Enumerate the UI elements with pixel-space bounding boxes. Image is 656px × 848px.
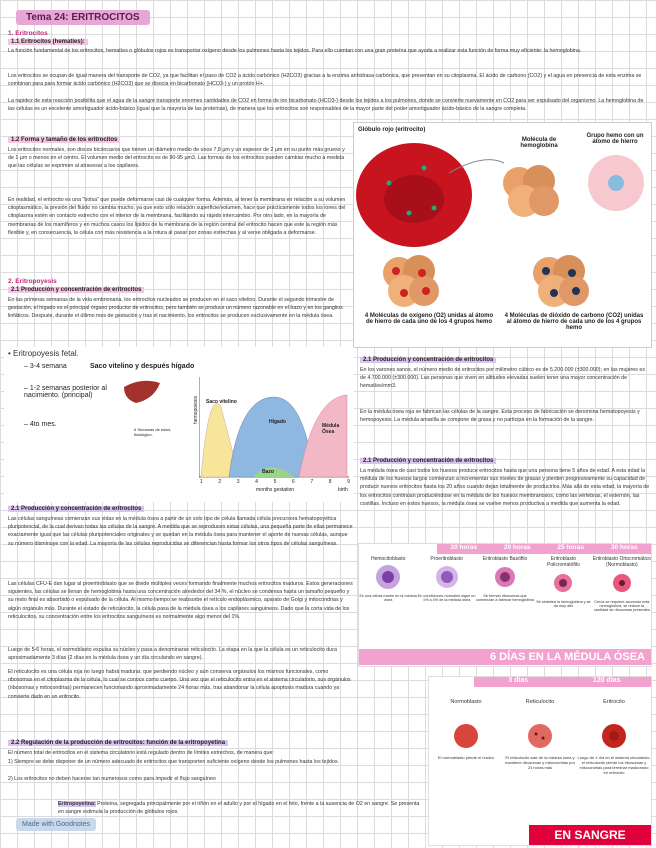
fetal-erythropoiesis-figure (4, 347, 354, 502)
label-o2: 4 Moléculas de oxígeno (O2) unidas al átomo de hierro de cada uno de los 4 grupos hemo (364, 313, 494, 325)
ortocromatico-cell-icon (607, 568, 637, 598)
paragraph-eritropoyesis: En las primeras semanas de la vida embrionaria, los eritrocitos nucleados se producen en el saco vitelino. Durante el segundo trimestre de gestación, el hígado es el principal órgano productor de eritrocitos, pero también se produce un número razonable en el bazo y en los ganglios linfáticos. Después, durante el último mes de gestación y tras el nacimiento, los eritrocitos se producen exclusivamente en la médula ósea. (8, 297, 343, 320)
fetal-line-1: – 3-4 semana (24, 363, 67, 370)
paragraph-concentracion: En los varones sanos, el número medio de eritrocitos por milímetro cúbico es de 5.200.000 (±300.000); en las mujeres es de 4.700.000 (±300.000). Las personas que viven en altitudes elevadas suelen tener una mayor concentración de hematíes/mm3. (360, 367, 645, 390)
normoblasto-cell-icon (449, 719, 483, 753)
reticulocito-cell-icon (523, 719, 557, 753)
fetal-line-3-text: 4to mes. (29, 421, 57, 428)
epo-text: Proteína, segregada principalmente por el riñón en el adulto y por el hígado en el feto, frente a la ausencia de O2 en sangre. Se presenta en sangre estimula la producción de glóbulos rojos. (58, 801, 420, 816)
policromatofilo-cell-icon (548, 568, 578, 598)
blood-banner: EN SANGRE (529, 825, 651, 845)
subheading-4: 2.2 Regulación de la producción de eritrocitos: función de la eritropoyetina (8, 740, 228, 746)
stage-note: Es una célula madre en la médula ósea (359, 594, 417, 602)
stage-note: El reticulocito sale de la médula ósea y mantiene ribosomas y mitocondrias por 24 horas más (505, 755, 575, 770)
fetal-bullet: • Eritropoyesis fetal. (8, 349, 79, 358)
paragraph-regulacion-2: 2) Los eritrocitos no deben hacerse tan numerosos como para impedir el flujo sanguíneo (8, 776, 216, 782)
paragraph-eritropoyetina (58, 800, 423, 816)
stage-title: Eritroblasto Policromatófilo (547, 556, 580, 568)
x-tick: 5 (273, 479, 277, 485)
label-higado: Hígado (269, 419, 286, 425)
paragraph-regulacion-1: 1) Siempre se debe disponer de un número adecuado de eritrocitos que transporten suficiente oxígeno desde los pulmones hasta los tejidos. (8, 759, 339, 765)
paragraph-cfu: Las células CFU-E dan lugar al proeritroblasto que se divide múltiples veces formando finalmente muchos eritrocitos maduros. Estos generaciones siguientes, las células se llenan de hemoglobina hasta una concentración alrededor del 34 %, el núcleo se condensa hasta un tamaño pequeño y su resto final es absorbido o expulsado de la célula. Al mismo tiempo se reabsorbe el retículo endoplásmico, aparato de Golgi y mitocondrias y algún orgánulo más. Durante el estado de reticulocito, la célula pasa de la médula ósea a los capilares sanguíneos. Dado que la corta vida de los reticulocitos, su concentración entre los eritrocitos sanguíneos es normalmente algo menor del 1%. (8, 581, 353, 620)
label-saco: Saco vitelino (206, 399, 237, 405)
hours-label: 20 horas (450, 544, 478, 551)
paragraph-celulas: Las células sanguíneas comienzan sus vidas en la médula ósea a partir de un solo tipo de célula llamada célula precursora hematopoyética pluripotencial, de la cual derivan todas las células de la sangre. A medida que se reproducen estas células, una pequeña parte de ellas permanece exactamente igual que las células pluripotenciales originales y se quedan en la médula ósea para mantener el aporte de nuevas células, aunque su número disminuye con la edad. La mayoría de las células reproducidas se diferencian hasta formar los otros tipos de células sanguíneas. (8, 516, 353, 547)
cell-stage-row (359, 556, 651, 612)
x-tick: 6 (291, 479, 295, 485)
label-medula: Médula Ósea (322, 423, 340, 435)
x-tick: 2 (218, 479, 222, 485)
hours-label: 20 horas (503, 544, 531, 551)
hours-label: 30 horas (610, 544, 638, 551)
stage-hemocitoblasto (359, 556, 417, 612)
paragraph-normoblasto: Luego de 5-6 horas, el normoblasto expulsa su núcleo y pasa a denominarse reticulocito. La etapa en la que la célula es un reticulocito dura aproximadamente 3 días (2 días en la médula ósea y un día circulando en sangre). (8, 647, 337, 662)
subheading-right-1: 2.1 Producción y concentración de eritrocitos (360, 357, 496, 363)
section-heading-2: 2. Eritropoyesis (8, 278, 57, 285)
stage-proeritroblasto (417, 556, 475, 612)
subheading-right-2: 2.1 Producción y concentración de eritrocitos (360, 458, 496, 464)
x-axis-term: birth (338, 487, 348, 493)
hours-label: 25 horas (557, 544, 585, 551)
x-tick: 4 (255, 479, 258, 485)
x-axis-ticks (200, 479, 350, 485)
stage-title: Normoblasto (450, 699, 482, 705)
stage-title: Hemocitoblasto (370, 556, 406, 562)
label-co2: 4 Moléculas de dióxido de carbono (CO2) unidas al átomo de hierro de cada uno de los 4 grupos hemo (504, 313, 644, 331)
blood-stage-panel (428, 676, 652, 846)
stage-policromatofilo (534, 556, 592, 612)
stage-note: Se sintetiza la hemoglobina y se da muy alto (536, 600, 591, 608)
stage-note: Se forman ribosomas que comienzan a fabricar hemoglobina (475, 594, 535, 602)
erythropoiesis-timeline (358, 543, 652, 667)
stage-ortocromatico (593, 556, 651, 612)
paragraph-reticulocito: El reticulocito es una célula roja no luego habrá madurar, que perdiendo núcleo y aún conserva orgánulos los mismos funcionales, como ribosomas en el citoplasma de la célula, lo cual se conoce como cuerpo. Una vez que el reticulocito entra en el sistema circulatorio, sus orgánulos (ribosomas y mitocondrias) permanecen funcionando aproximadamente 24 horas más, tras abandonar la célula apoptosis madura cuando ya convierte dado en un eritrocito. (8, 669, 351, 700)
fetal-line-3: – 4to mes. (24, 421, 57, 428)
stage-title: Eritrocito (603, 699, 625, 705)
x-tick: 8 (328, 479, 332, 485)
fetal-line-1-text: 3-4 semana (29, 363, 67, 370)
hemoglobin-diagram (353, 122, 652, 348)
label-rbc: Glóbulo rojo (eritrocito) (358, 127, 426, 133)
hours-band (437, 544, 651, 554)
fetal-heading: Saco vitelino y después hígado (90, 363, 195, 370)
fetal-line-2: – 1-2 semanas posterior al nacimiento. (principal) (24, 385, 107, 399)
paragraph-forma-2: En realidad, el eritrocito es una "bolsa" que puede deformarse casi de cualquier forma. Además, al tener la membrana en relación a su volumen citoplasmático, la presión del fluido no cambia mucho, ya que esto sólo relación superficie/volumen, hace que prácticamente todos los iones del citoplasma estén en contacto estrecho con el interior de la membrana, facilitando su rápido intercambio. Por otro lado, en la mayoría de membranas de los mamíferos y en muchos casos los lípidos de la membrana de la región central del eritrocito hacen que este la región más flexible y, en consecuencia, la célula con más resistencia a la rotura al pasar por zonas estrechas y al verse obligada a deformarse. (8, 197, 346, 236)
stage-note: Cerca se requiere acumular más hemoglobina, se reduce la cantidad de ribosomas presentes (593, 600, 650, 612)
days-label: 3 días (508, 677, 529, 684)
eritrocito-cell-icon (597, 719, 631, 753)
x-tick: 3 (236, 479, 240, 485)
stage-note: Luego de 1 día en el sistema circulatorio, el reticulocito pierde los ribosomas y mitocondrias para terminar madurando en eritrocito (577, 755, 651, 775)
paragraph-medula-edad: La médula ósea de casi todos los huesos produce eritrocitos hasta que una persona tiene 5 años de edad. A esta edad la médula de los huesos largos comienzan a incrementar sus niveles de grasas y pierden progresivamente su capacidad de producir nuevos eritrocitos hasta los 20 años cuando dejan totalmente de producirlos. Más allá de esta edad, la mayoría de los eritrocitos continúan produciéndose en la médula de los huesos membranosos, como las vértebras, el esternón, las costillas. Incluso en estos huesos, la médula ósea se vuelve menos productiva a medida que aumenta la edad. (360, 468, 650, 507)
stage-reticulocito (503, 699, 577, 775)
fetal-line-2-text: 1-2 semanas posterior al nacimiento. (principal) (24, 385, 107, 399)
paragraph-regulacion: El número total de eritrocitos en el sistema circulatorio está regulado dentro de límites estrechos, de manera que: (8, 750, 274, 756)
paragraph-3: La rapidez de esta reacción posibilita que el agua de la sangre transporte enormes cantidades de CO2 en forma de ion bicarbonato (HCO3-) desde los tejidos a los pulmones, donde se convierte nuevamente en CO2 para ser expulsado del organismo. La hemoglobina de las células es un excelente amortiguador ácido-básico (igual que la mayoría de las proteínas), de manera que los eritrocitos son responsables de la mayor parte del poder amortiguador ácido-básico de la sangre completa. (8, 98, 644, 113)
x-tick: 9 (347, 479, 350, 485)
y-axis-label: hemopoiesis (193, 395, 200, 425)
stage-title: Eritroblasto Basófilo (482, 556, 528, 562)
paragraph-2: Los eritrocitos se ocupan de igual manera del transporte de CO2, ya que facilitan el paso de CO2 a ácido carbónico (H2CO3) gracias a la enzima anhidrasa carbónica, que presentan en su citoplasma. El ácido de carbono (CO2) y el agua en presencia de esta enzima se combinan para para formar ácido carbónico (H2CO3) que se disocia en bicarbonato (HCO3-) y un protón H+. (8, 73, 642, 88)
basofilo-cell-icon (490, 562, 520, 592)
fetal-bullet-text: Eritropoyesis fetal. (13, 349, 79, 358)
epo-term: Eritropoyetina: (58, 801, 96, 807)
subheading-3: 2.1 Producción y concentración de eritrocitos (8, 506, 144, 512)
paragraph-medula-roja: En la médula ósea roja se fabrican las células de la sangre. Esta proceso de fabricación se denomina hematopoyesis y hemopoyesis. La médula amarilla se compone de grasa y no participa en la formación de la sangre. (360, 409, 640, 424)
stage-eritrocito (577, 699, 651, 775)
x-axis-label: months gestation (256, 487, 295, 493)
stage-normoblasto (429, 699, 503, 775)
blood-stage-row (429, 699, 651, 775)
stage-note: En condiciones normales sigue un 1% a 4% de la médula ósea (417, 594, 476, 602)
label-heme: Grupo hemo con un átomo de hierro (586, 133, 644, 145)
proeritroblasto-cell-icon (432, 562, 462, 592)
paragraph-1: La función fundamental de los eritrocitos, hematíes o glóbulos rojos es transportar oxígeno desde los pulmones hasta los tejidos. Para ello cuentan con una gran proteína que ayuda a realizar esta función de forma muy eficiente: la hemoglobina. (8, 48, 582, 54)
hemocitoblasto-cell-icon (373, 562, 403, 592)
subheading-1-1: 1.1 Eritrocitos (hematíes): (8, 39, 88, 45)
goodnotes-watermark: Made with Goodnotes (16, 818, 96, 831)
marrow-banner: 6 DÍAS EN LA MÉDULA ÓSEA (359, 649, 651, 665)
liver-note: 6 Semanas de edad, fisiológico. (134, 427, 171, 437)
subheading-2-1: 2.1 Producción y concentración de eritrocitos (8, 287, 144, 293)
days-band (474, 677, 651, 687)
section-heading-1: 1. Eritrocitos (8, 30, 48, 37)
stage-title: Proeritroblasto (430, 556, 463, 562)
days-label: 120 días (592, 677, 621, 684)
x-tick: 1 (200, 479, 203, 485)
label-hemoglobin: Molécula de hemoglobina (520, 137, 558, 149)
stage-note: El normoblasto pierde el núcleo (437, 755, 495, 760)
stage-title: Eritroblasto Ortocromático (Normoblasto) (592, 556, 651, 568)
page-title: Tema 24: ERITROCITOS (16, 10, 150, 25)
stage-title: Reticulocito (525, 699, 555, 705)
paragraph-forma-1: Los eritrocitos normales, son discos bicóncavos que tienen un diámetro medio de unos 7,8 µm y un espesor de 2 µm en su punto más grueso y de 1 µm o menos en el centro. El volumen medio del eritrocito es de 90-95 µm3. Las formas de los eritrocitos pueden cambiar mucho a medida que las células se exprimen al atravesar a los capilares. (8, 147, 345, 170)
x-tick: 7 (310, 479, 314, 485)
liver-icon (122, 377, 162, 407)
label-bazo: Bazo (262, 469, 274, 475)
stage-basofilo (476, 556, 534, 612)
subheading-1-2: 1.2 Forma y tamaño de los eritrocitos (8, 137, 120, 143)
